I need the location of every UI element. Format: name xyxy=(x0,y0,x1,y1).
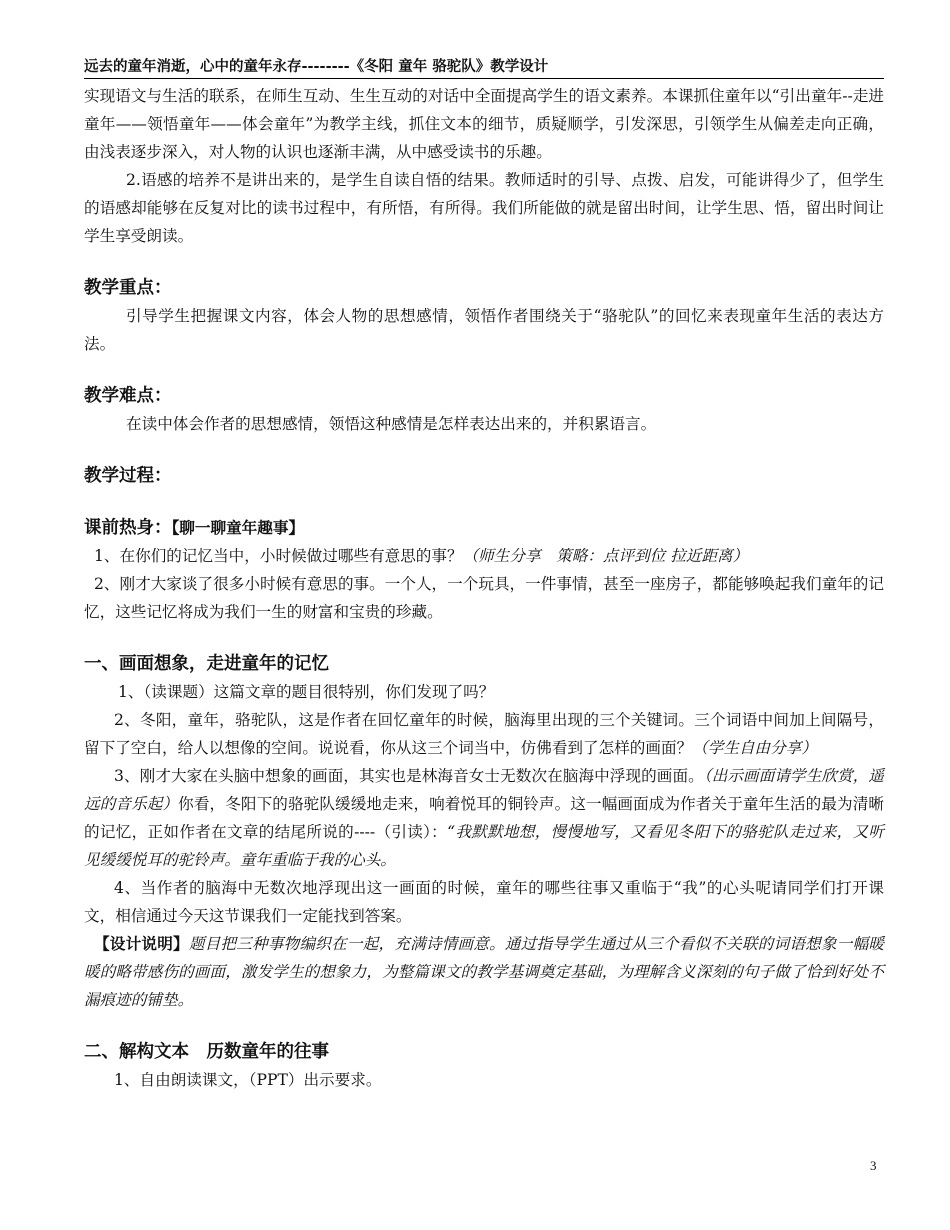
section1-item-3 xyxy=(84,762,884,874)
section1-item-3-a: 3、刚才大家在头脑中想象的画面，其实也是林海音女士无数次在脑海中浮现的画面。 xyxy=(114,767,704,785)
section1-item-3-quote: “我默默地想，慢慢地写，又看见冬阳下的骆驼队走过来，又听见缓缓悦耳的驼铃声。童年重临于我的心头。 xyxy=(84,823,884,869)
focus-text: 引导学生把握课文内容，体会人物的思想感情，领悟作者围绕关于“骆驼队”的回忆来表现童年生活的表达方法。 xyxy=(84,307,884,353)
warmup-subtitle: 【聊一聊童年趣事】 xyxy=(171,519,305,537)
design-note-label: 【设计说明】 xyxy=(94,935,189,953)
process-heading: 教学过程： xyxy=(84,466,172,486)
section2-heading: 二、解构文本 历数童年的往事 xyxy=(84,1042,329,1062)
section1-item-3-note: （出示画面请学生欣赏，遥远的音乐起） xyxy=(84,767,885,813)
section1-item-4: 4、当作者的脑海中无数次地浮现出这一画面的时候，童年的哪些往事又重临于“我”的心头呢请同学们打开课文，相信通过今天这节课我们一定能找到答案。 xyxy=(84,879,884,925)
focus-heading: 教学重点： xyxy=(84,278,172,298)
page-number: 3 xyxy=(870,1158,877,1173)
warmup-item-1-note: （师生分享 策略：点评到位 拉近距离） xyxy=(462,547,749,565)
intro-paragraph-2: 2.语感的培养不是讲出来的，是学生自读自悟的结果。教师适时的引导、点拨、启发，可能讲得少了，但学生的语感却能够在反复对比的读书过程中，有所悟，有所得。我们所能做的就是留出时间，让学生思、悟，留出时间让学生享受朗读。 xyxy=(84,171,884,245)
warmup-heading xyxy=(84,514,884,542)
warmup-item-1-text: 1、在你们的记忆当中，小时候做过哪些有意思的事？ xyxy=(94,547,463,565)
design-note-text: 题目把三种事物编织在一起，充满诗情画意。通过指导学生通过从三个看似不关联的词语想象一幅暖暖的略带感伤的画面，激发学生的想象力，为整篇课文的教学基调奠定基础，为理解含义深刻的句子做了恰到好处不漏痕迹的铺垫。 xyxy=(84,935,884,1009)
page-header: 远去的童年消逝，心中的童年永存--------《冬阳 童年 骆驼队》教学设计 xyxy=(84,57,884,79)
section1-item-2-text: 2、冬阳，童年，骆驼队，这是作者在回忆童年的时候，脑海里出现的三个关键词。三个词语中间加上间隔号，留下了空白，给人以想像的空间。说说看，你从这三个词当中，仿佛看到了怎样的画面？ xyxy=(84,711,884,757)
section1-item-2 xyxy=(84,706,884,762)
intro-paragraph-1: 实现语文与生活的联系，在师生互动、生生互动的对话中全面提高学生的语文素养。本课抓住童年以“引出童年--走进童年——领悟童年——体会童年”为教学主线，抓住文本的细节，质疑顺学，引发深思，引领学生从偏差走向正确，由浅表逐步深入，对人物的认识也逐渐丰满，从中感受读书的乐趣。 xyxy=(84,87,884,161)
section1-design-note xyxy=(84,930,884,1014)
warmup-title: 课前热身： xyxy=(84,518,172,538)
section1-heading: 一、画面想象，走进童年的记忆 xyxy=(84,654,329,674)
difficulty-heading: 教学难点： xyxy=(84,386,172,406)
warmup-item-1 xyxy=(84,542,884,570)
section1-item-2-note: （学生自由分享） xyxy=(692,739,817,757)
section1-item-1: 1、（读课题）这篇文章的题目很特别，你们发现了吗？ xyxy=(118,683,495,701)
document-body xyxy=(84,82,884,1094)
section2-item-1: 1、自由朗读课文，（PPT）出示要求。 xyxy=(114,1071,382,1089)
section1-item-3-b: 你看，冬阳下的骆驼队缓缓地走来，响着悦耳的铜铃声。这一幅画面成为作者关于童年生活的最为清晰的记忆，正如作者在文章的结尾所说的----（引读）： xyxy=(84,795,884,841)
difficulty-text: 在读中体会作者的思想感情，领悟这种感情是怎样表达出来的，并积累语言。 xyxy=(126,415,657,433)
warmup-item-2: 2、刚才大家谈了很多小时候有意思的事。一个人，一个玩具，一件事情，甚至一座房子，都能够唤起我们童年的记忆，这些记忆将成为我们一生的财富和宝贵的珍藏。 xyxy=(84,575,884,621)
